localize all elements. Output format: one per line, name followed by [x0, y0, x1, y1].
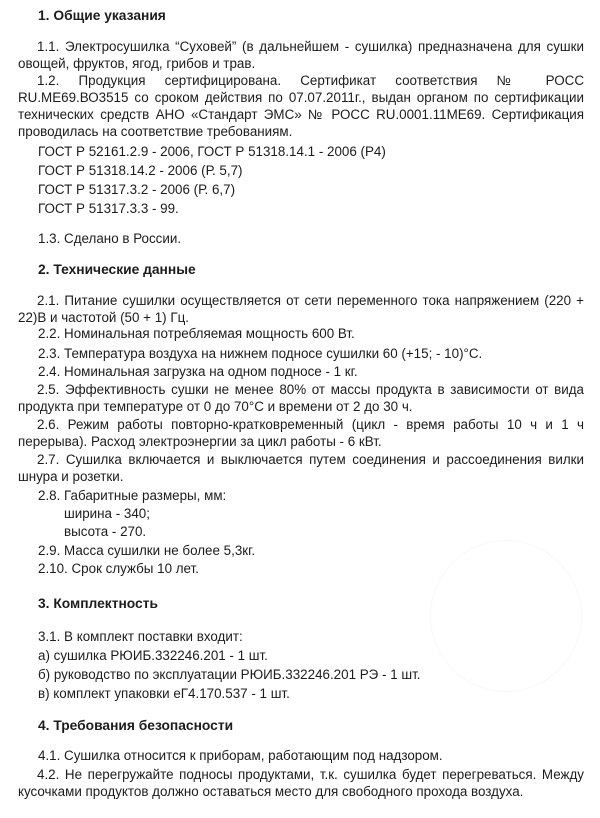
section-2-title: 2. Технические данные [38, 262, 196, 277]
section-1-title: 1. Общие указания [38, 8, 166, 23]
item-2-10: 2.10. Срок службы 10 лет. [38, 561, 199, 576]
item-2-1: 2.1. Питание сушилки осуществляется от сети переменного тока напряжением (220 + 22)В и частотой (50 + 1) Гц. [18, 293, 584, 325]
item-2-7: 2.7. Сушилка включается и выключается путем соединения и рассоединения вилки шнура и розетки. [18, 452, 584, 484]
item-2-6: 2.6. Режим работы повторно-кратковременный (цикл - время работы 10 ч и 1 ч перерыва). Расход электроэнергии за цикл работы - 6 кВт. [18, 417, 584, 449]
section-4-title: 4. Требования безопасности [38, 718, 234, 733]
section-3-title: 3. Комплектность [38, 596, 158, 611]
item-4-1: 4.1. Сушилка относится к приборам, работающим под надзором. [38, 748, 443, 763]
scan-background-mark [430, 540, 582, 692]
standard-2: ГОСТ Р 51318.14.2 - 2006 (Р. 5,7) [38, 163, 243, 178]
paragraph-1-1: 1.1. Электросушилка “Суховей” (в дальнейшем - сушилка) предназначена для сушки овощей, фруктов, ягод, грибов и трав. [18, 39, 584, 71]
item-4-2: 4.2. Не перегружайте подносы продуктами, т.к. сушилка будет перегреваться. Между кусочками продуктов должно оставаться место для свободного прохода воздуха. [18, 767, 584, 799]
item-2-9: 2.9. Масса сушилки не более 5,3кг. [38, 543, 256, 558]
paragraph-1-2: 1.2. Продукция сертифицирована. Сертификат соответствия № РОСС RU.МЕ69.ВО3515 со сроком действия по 07.07.2011г., выдан органом по сертификации технических средств АНО «Стандарт ЭМС» № РОСС RU.0001.11МЕ69. Сертификация проводилась на соответствие требованиям. [18, 73, 584, 139]
standard-4: ГОСТ Р 51317.3.3 - 99. [38, 201, 179, 216]
kit-item-a: а) сушилка РЮИБ.332246.201 - 1 шт. [38, 648, 268, 663]
item-2-3: 2.3. Температура воздуха на нижнем подносе сушилки 60 (+15; - 10)°С. [38, 346, 483, 361]
item-2-5: 2.5. Эффективность сушки не менее 80% от массы продукта в зависимости от вида продукта при температуре от 0 до 70°С и времени от 2 до 30 ч. [18, 382, 584, 414]
item-2-2: 2.2. Номинальная потребляемая мощность 600 Вт. [38, 326, 355, 341]
item-2-4: 2.4. Номинальная загрузка на одном подносе - 1 кг. [38, 364, 358, 379]
standard-3: ГОСТ Р 51317.3.2 - 2006 (Р. 6,7) [38, 182, 236, 197]
kit-item-b: б) руководство по эксплуатации РЮИБ.332246.201 РЭ - 1 шт. [38, 667, 421, 682]
made-in-russia: 1.3. Сделано в России. [38, 231, 182, 246]
item-2-8: 2.8. Габаритные размеры, мм: [38, 488, 227, 503]
kit-item-c: в) комплект упаковки еГ4.170.537 - 1 шт. [38, 686, 290, 701]
dimension-height: высота - 270. [64, 524, 147, 539]
dimension-width: ширина - 340; [64, 506, 150, 521]
standard-1: ГОСТ Р 52161.2.9 - 2006, ГОСТ Р 51318.14.1 - 2006 (Р4) [38, 144, 386, 159]
item-3-1: 3.1. В комплект поставки входит: [38, 629, 243, 644]
